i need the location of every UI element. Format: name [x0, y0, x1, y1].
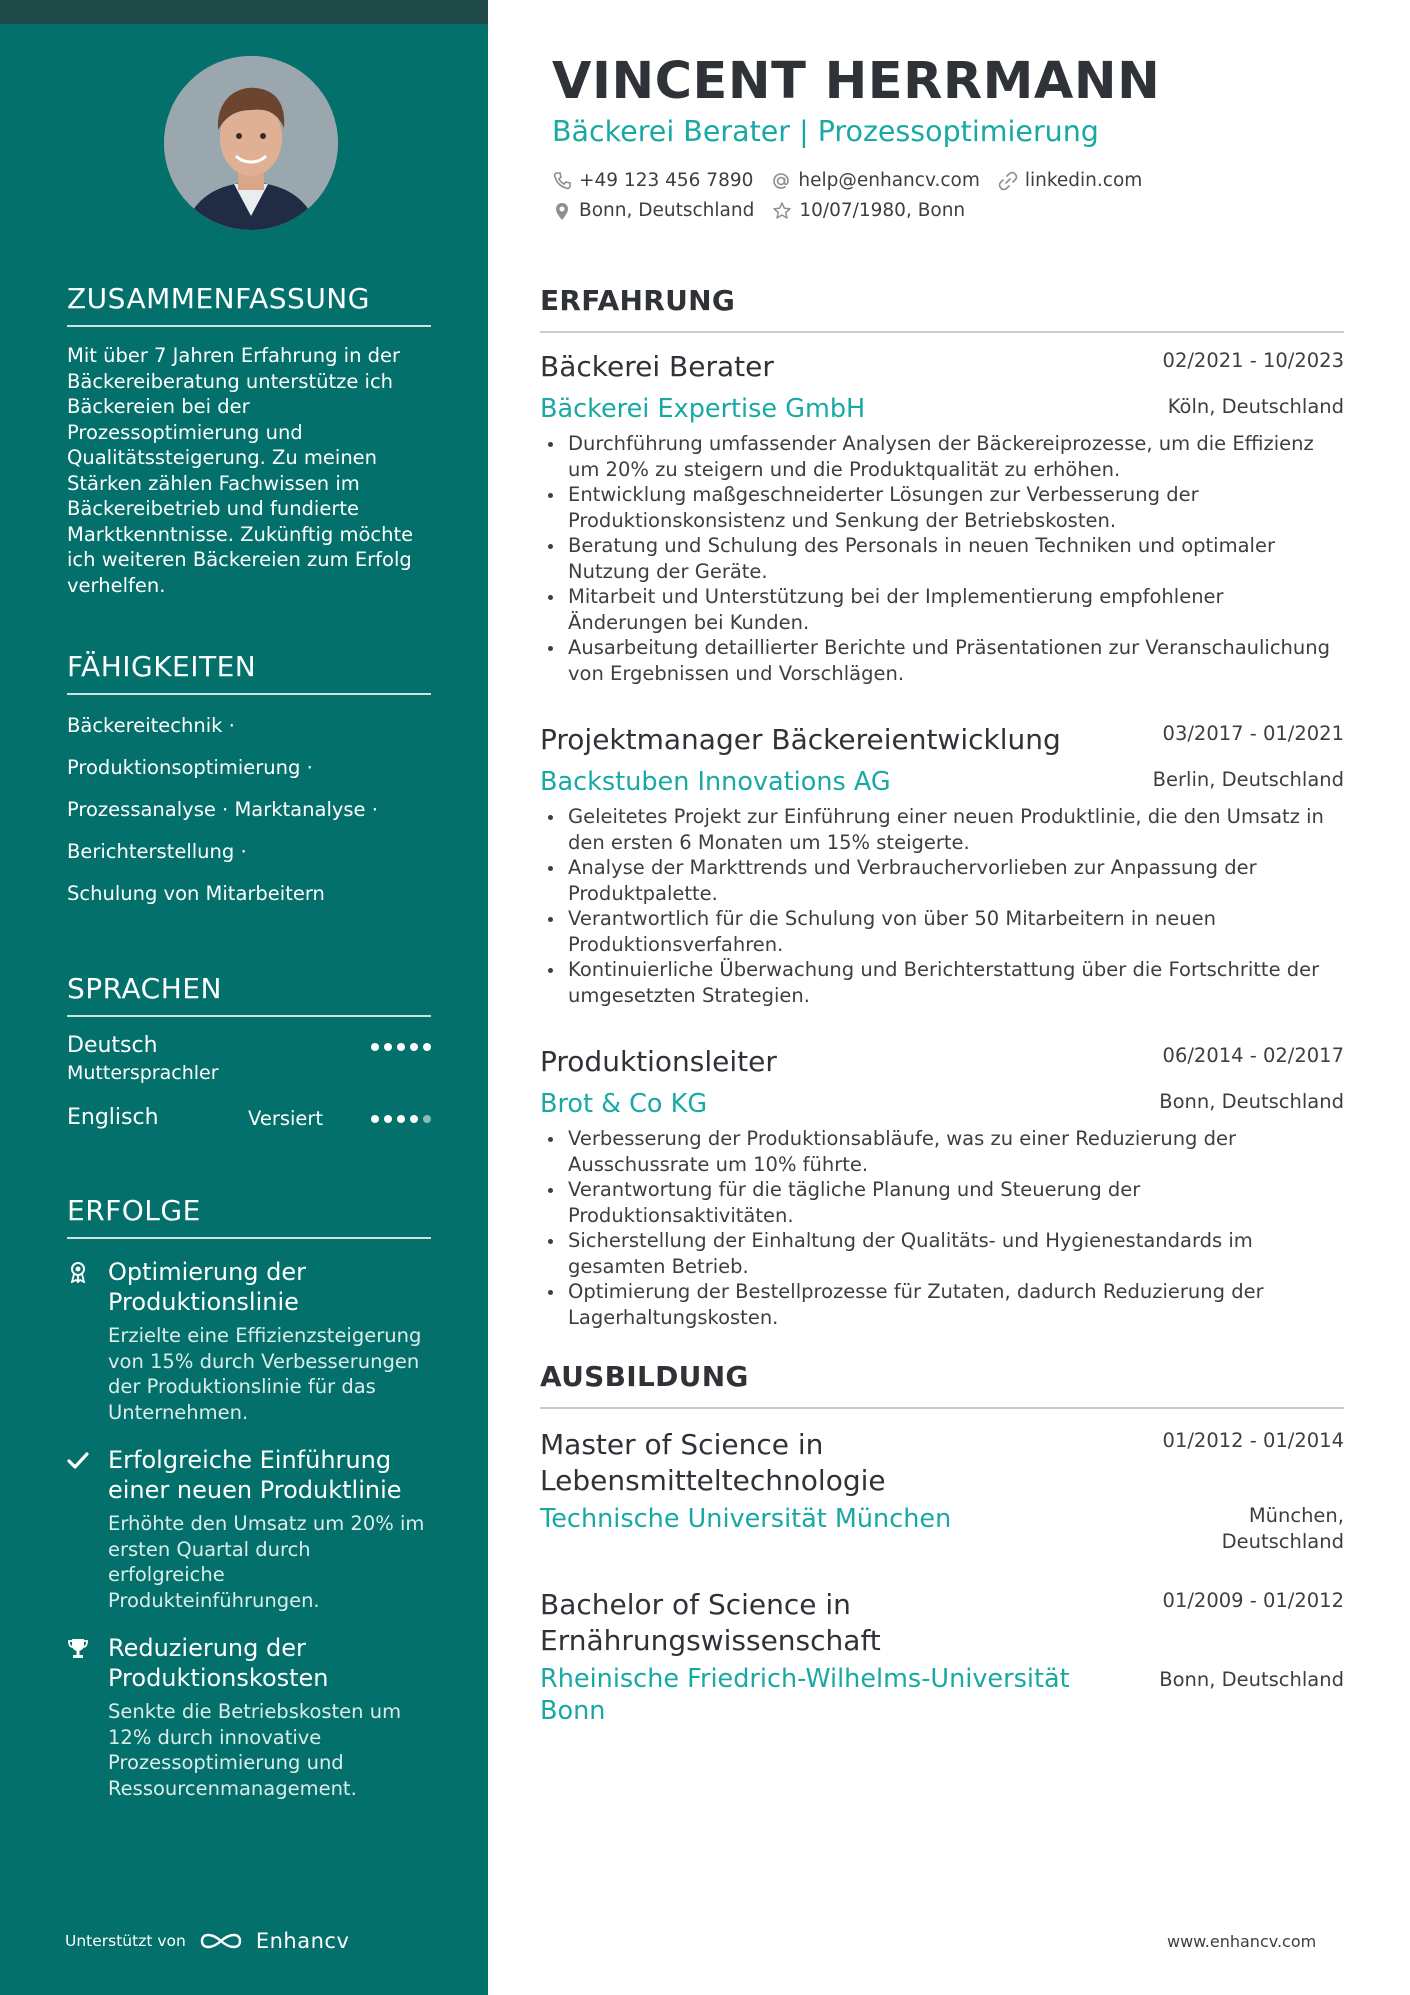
email-text: help@enhancv.com	[798, 170, 980, 191]
language-item	[67, 1103, 431, 1173]
education-institution: Rheinische Friedrich-Wilhelms-Universität Bonn	[540, 1664, 1070, 1726]
achievement-title: Reduzierung der Produktionskosten	[108, 1634, 329, 1692]
skill-item: Produktionsoptimierung ·	[67, 756, 313, 779]
job-title: Projektmanager Bäckereientwicklung	[540, 723, 1061, 756]
job-entry	[540, 347, 1344, 686]
rating-dot-filled	[384, 1115, 392, 1123]
bullet-item: Durchführung umfassender Analysen der Bäckereiprozesse, um die Effizienz um 20% zu steigern und die Produktqualität zu erhöhen.	[540, 431, 1344, 482]
contact-birth	[772, 200, 965, 221]
contact-location	[552, 200, 754, 221]
candidate-name: VINCENT HERRMANN	[552, 52, 1161, 111]
bullet-item: Kontinuierliche Überwachung und Berichterstattung über die Fortschritte der umgesetzten Strategien.	[540, 957, 1344, 1008]
education-location: Bonn, Deutschland	[1159, 1668, 1344, 1691]
bullet-item: Geleitetes Projekt zur Einführung einer neuen Produktlinie, die den Umsatz in den ersten 6 Monaten um 15% steigerte.	[540, 804, 1344, 855]
skill-item: Bäckereitechnik ·	[67, 714, 235, 737]
language-rating	[371, 1043, 431, 1051]
job-title: Produktionsleiter	[540, 1045, 777, 1078]
achievements-section	[67, 1194, 431, 1801]
skill-row	[67, 837, 431, 879]
language-level: Muttersprachler	[67, 1062, 219, 1084]
education-degree: Master of Science in Lebensmitteltechnologie	[540, 1428, 886, 1497]
rating-dot-filled	[397, 1115, 405, 1123]
education-entry	[540, 1427, 1344, 1567]
job-entry	[540, 1042, 1344, 1330]
headline: Bäckerei Berater | Prozessoptimierung	[552, 115, 1099, 148]
rating-dot-filled	[384, 1043, 392, 1051]
achievement-title: Erfolgreiche Einführung einer neuen Produktlinie	[108, 1446, 402, 1504]
job-location: Köln, Deutschland	[1167, 395, 1344, 418]
bullet-item: Verbesserung der Produktionsabläufe, was zu einer Reduzierung der Ausschussrate um 10% führte.	[540, 1126, 1344, 1177]
powered-by	[65, 1929, 349, 1953]
contact-email[interactable]	[771, 170, 979, 191]
skills-heading: FÄHIGKEITEN	[67, 650, 431, 695]
linkedin-text: linkedin.com	[1024, 170, 1143, 191]
rating-dot-filled	[397, 1043, 405, 1051]
contact-linkedin[interactable]	[998, 170, 1142, 191]
languages-heading: SPRACHEN	[67, 972, 431, 1017]
education-section	[540, 1360, 1344, 1727]
phone-text: +49 123 456 7890	[579, 170, 754, 191]
job-location: Berlin, Deutschland	[1152, 768, 1344, 791]
summary-heading: ZUSAMMENFASSUNG	[67, 282, 431, 327]
education-location: München, Deutschland	[1221, 1504, 1344, 1553]
rating-dot-filled	[410, 1115, 418, 1123]
bullet-item: Mitarbeit und Unterstützung bei der Implementierung empfohlener Änderungen bei Kunden.	[540, 584, 1344, 635]
enhancv-logo-icon	[198, 1929, 244, 1953]
check-icon	[67, 1449, 89, 1471]
bullet-item: Ausarbeitung detaillierter Berichte und Präsentationen zur Veranschaulichung von Ergebnissen und Vorschlägen.	[540, 635, 1344, 686]
education-entry	[540, 1587, 1344, 1727]
at-icon	[771, 171, 791, 191]
job-entry	[540, 720, 1344, 1008]
job-company: Bäckerei Expertise GmbH	[540, 394, 866, 424]
phone-icon	[552, 171, 572, 191]
job-dates: 03/2017 - 01/2021	[1162, 722, 1344, 745]
location-text: Bonn, Deutschland	[579, 200, 755, 221]
contact-phone[interactable]	[552, 170, 753, 191]
bullet-item: Verantwortung für die tägliche Planung und Steuerung der Produktionsaktivitäten.	[540, 1177, 1344, 1228]
footer-website[interactable]: www.enhancv.com	[1167, 1932, 1317, 1951]
language-item	[67, 1031, 431, 1101]
skill-item: Berichterstellung ·	[67, 840, 247, 863]
languages-section	[67, 972, 431, 1173]
experience-section	[540, 284, 1344, 1330]
language-level: Versiert	[248, 1107, 324, 1130]
star-icon	[772, 201, 792, 221]
skill-item: Prozessanalyse · Marktanalyse ·	[67, 798, 378, 821]
sidebar-top-bar	[0, 0, 488, 24]
rating-dot-filled	[410, 1043, 418, 1051]
skills-list	[67, 711, 431, 921]
bullet-item: Optimierung der Bestellprozesse für Zutaten, dadurch Reduzierung der Lagerhaltungskosten.	[540, 1279, 1344, 1330]
contact-row	[552, 170, 1142, 191]
education-dates: 01/2009 - 01/2012	[1162, 1589, 1344, 1612]
location-pin-icon	[552, 201, 572, 221]
achievements-heading: ERFOLGE	[67, 1194, 431, 1239]
rating-dot-filled	[371, 1043, 379, 1051]
contact-row-2	[552, 200, 965, 221]
language-name: Englisch	[67, 1105, 159, 1130]
language-name: Deutsch	[67, 1033, 158, 1058]
avatar	[164, 56, 338, 230]
powered-by-label: Unterstützt von	[65, 1932, 186, 1950]
main-content	[540, 0, 1344, 1995]
education-degree: Bachelor of Science in Ernährungswissenschaft	[540, 1588, 881, 1657]
trophy-icon	[67, 1637, 89, 1659]
achievement-item	[67, 1445, 431, 1613]
education-heading: AUSBILDUNG	[540, 1360, 1344, 1409]
language-rating	[371, 1115, 431, 1123]
skill-item: Schulung von Mitarbeitern	[67, 882, 325, 905]
job-dates: 06/2014 - 02/2017	[1162, 1044, 1344, 1067]
bullet-item: Beratung und Schulung des Personals in neuen Techniken und optimaler Nutzung der Geräte.	[540, 533, 1344, 584]
job-bullets	[540, 431, 1344, 686]
job-bullets	[540, 804, 1344, 1008]
achievement-description: Senkte die Betriebskosten um 12% durch innovative Prozessoptimierung und Ressourcenmanagement.	[108, 1700, 402, 1800]
award-icon	[67, 1261, 89, 1283]
achievement-description: Erhöhte den Umsatz um 20% im ersten Quartal durch erfolgreiche Produkteinführungen.	[108, 1512, 425, 1612]
education-institution: Technische Universität München	[540, 1504, 952, 1534]
skills-section	[67, 650, 431, 921]
job-location: Bonn, Deutschland	[1159, 1090, 1344, 1113]
birth-text: 10/07/1980, Bonn	[799, 200, 966, 221]
job-bullets	[540, 1126, 1344, 1330]
job-title: Bäckerei Berater	[540, 350, 774, 383]
bullet-item: Sicherstellung der Einhaltung der Qualitäts- und Hygienestandards im gesamten Betrieb.	[540, 1228, 1344, 1279]
achievement-title: Optimierung der Produktionslinie	[108, 1258, 307, 1316]
experience-heading: ERFAHRUNG	[540, 284, 1344, 333]
skill-row	[67, 795, 431, 837]
link-icon	[998, 171, 1018, 191]
education-dates: 01/2012 - 01/2014	[1162, 1429, 1344, 1452]
skill-row	[67, 711, 431, 753]
job-company: Brot & Co KG	[540, 1089, 708, 1119]
summary-text: Mit über 7 Jahren Erfahrung in der Bäckereiberatung unterstütze ich Bäckereien bei der Prozessoptimierung und Qualitätssteigerung. Zu meinen Stärken zählen Fachwissen im Bäckereibetrieb und fundierte Marktkenntnisse. Zukünftig möchte ich weiteren Bäckereien zum Erfolg verhelfen.	[67, 344, 414, 597]
achievement-item	[67, 1633, 431, 1801]
bullet-item: Analyse der Markttrends und Verbrauchervorlieben zur Anpassung der Produktpalette.	[540, 855, 1344, 906]
summary-section	[67, 282, 431, 598]
skill-row	[67, 879, 431, 921]
rating-dot-empty	[423, 1115, 431, 1123]
rating-dot-filled	[423, 1043, 431, 1051]
enhancv-brand: Enhancv	[255, 1929, 350, 1953]
achievement-item	[67, 1257, 431, 1425]
skill-row	[67, 753, 431, 795]
achievement-description: Erzielte eine Effizienzsteigerung von 15% durch Verbesserungen der Produktionslinie für das Unternehmen.	[108, 1324, 422, 1424]
sidebar	[0, 0, 488, 1995]
bullet-item: Verantwortlich für die Schulung von über 50 Mitarbeitern in neuen Produktionsverfahren.	[540, 906, 1344, 957]
rating-dot-filled	[371, 1115, 379, 1123]
job-company: Backstuben Innovations AG	[540, 767, 891, 797]
job-dates: 02/2021 - 10/2023	[1162, 349, 1344, 372]
bullet-item: Entwicklung maßgeschneiderter Lösungen zur Verbesserung der Produktionskonsistenz und Senkung der Betriebskosten.	[540, 482, 1344, 533]
